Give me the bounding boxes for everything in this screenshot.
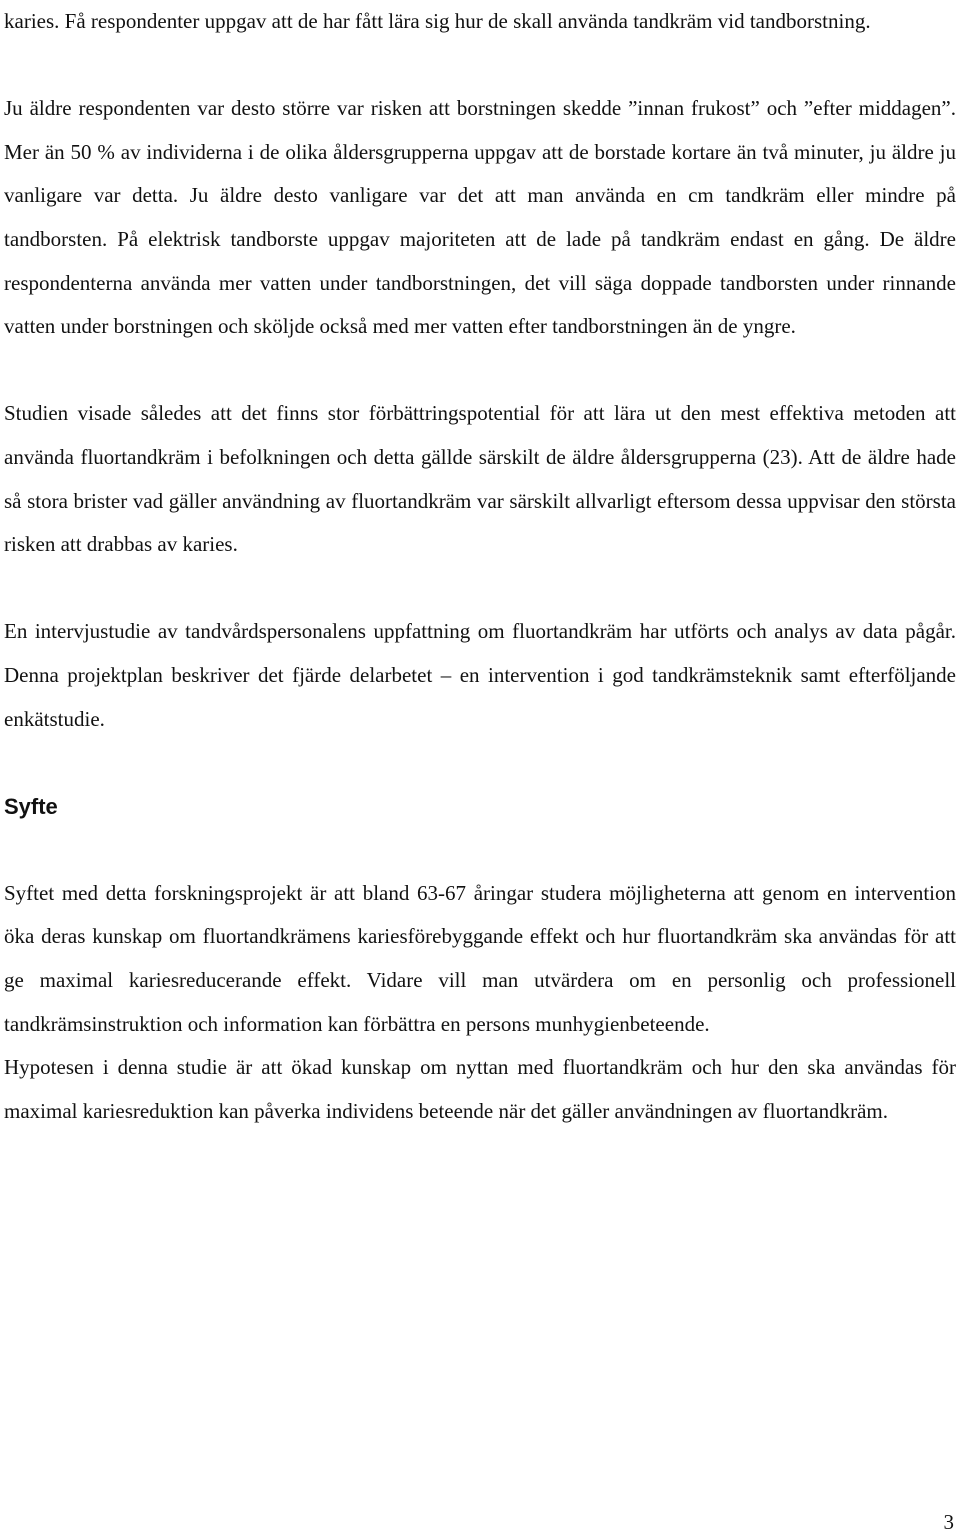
section-heading-syfte: Syfte <box>4 793 58 819</box>
paragraph-interview-study: En intervjustudie av tandvårdspersonalens uppfattning om fluortandkräm har utförts och analys av data pågår. Denna projektplan beskriver det fjärde delarbetet – en intervention i god tandkrämsteknik samt efterföljande enkätstudie. <box>4 619 956 731</box>
paragraph-hypothesis: Hypotesen i denna studie är att ökad kunskap om nyttan med fluortandkräm och hur den ska användas för maximal kariesreduktion kan påverka individens beteende när det gäller användningen av fluortandkräm. <box>4 1055 956 1123</box>
page-number: 3 <box>943 1510 954 1534</box>
paragraph-age-brushing: Ju äldre respondenten var desto större var risken att borstningen skedde ”innan frukost” och ”efter middagen”. Mer än 50 % av individerna i de olika åldersgrupperna uppgav att de borstade kortare än två minuter, ju äldre ju vanligare var detta. Ju äldre desto vanligare var det att man använda en cm tandkräm eller mindre på tandborsten. På elektrisk tandborste uppgav majoriteten att de lade på tandkräm endast en gång. De äldre respondenterna använda mer vatten under tandborstningen, det vill säga doppade tandborsten under rinnande vatten under borstningen och sköljde också med mer vatten efter tandborstningen än de yngre. <box>4 96 956 339</box>
paragraph-karies-continuation: karies. Få respondenter uppgav att de har fått lära sig hur de skall använda tandkräm vid tandborstning. <box>4 9 871 33</box>
paragraph-purpose: Syftet med detta forskningsprojekt är att bland 63-67 åringar studera möjligheterna att genom en intervention öka deras kunskap om fluortandkrämens kariesförebyggande effekt och hur fluortandkräm ska användas för att ge maximal kariesreducerande effekt. Vidare vill man utvärdera om en personlig och professionell tandkrämsinstruktion och information kan förbättra en persons munhygienbeteende. <box>4 880 956 1036</box>
paragraph-study-conclusion: Studien visade således att det finns stor förbättringspotential för att lära ut den mest effektiva metoden att använda fluortandkräm i befolkningen och detta gällde särskilt de äldre åldersgrupperna (23). Att de äldre hade så stora brister vad gäller användning av fluortandkräm var särskilt allvarligt eftersom dessa uppvisar den största risken att drabbas av karies. <box>4 401 956 557</box>
document-page <box>4 0 956 1133</box>
